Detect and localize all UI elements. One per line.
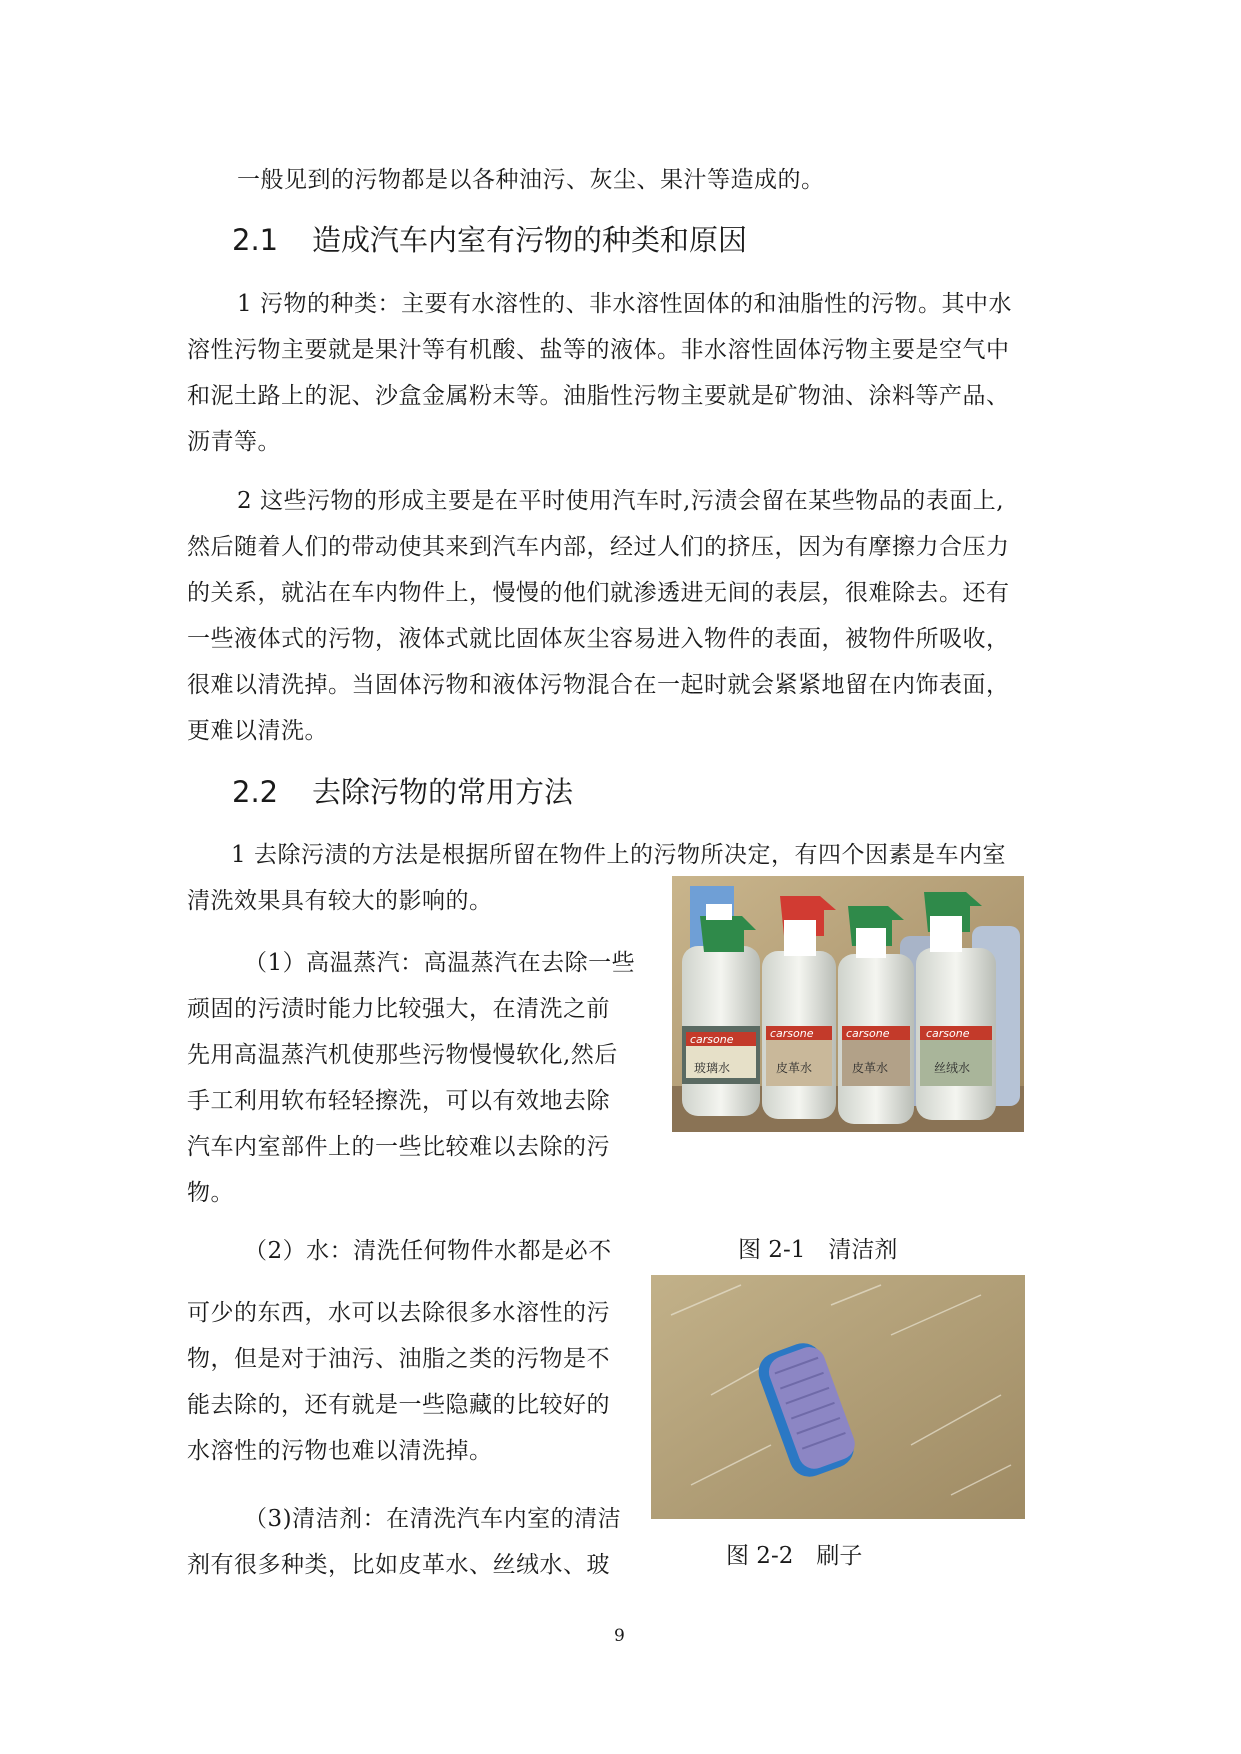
bottle-label: 丝绒水	[934, 1061, 971, 1075]
bottle-label: 玻璃水	[694, 1061, 731, 1075]
section-title: 造成汽车内室有污物的种类和原因	[312, 223, 748, 257]
text-line: 水溶性的污物也难以清洗掉。	[187, 1438, 493, 1464]
paragraph-detergent-cont	[187, 1542, 610, 1588]
text-line: 先用高温蒸汽机使那些污物慢慢软化,然后	[187, 1042, 618, 1068]
text-line: （1）高温蒸汽：高温蒸汽在去除一些	[244, 950, 636, 976]
text-line: 汽车内室部件上的一些比较难以去除的污	[187, 1134, 610, 1160]
brand-logo: carsone	[926, 1027, 970, 1040]
text-line: 物。	[187, 1180, 234, 1206]
figure-brush-photo	[651, 1275, 1025, 1519]
text-line: 的关系，就沾在车内物件上，慢慢的他们就渗透进无间的表层，很难除去。还有	[187, 580, 1010, 606]
text-line: 然后随着人们的带动使其来到汽车内部，经过人们的挤压，因为有摩擦力合压力	[187, 534, 1010, 560]
brand-logo: carsone	[846, 1027, 890, 1040]
bottle-label: 皮革水	[776, 1061, 813, 1075]
text-line: 1 污物的种类：主要有水溶性的、非水溶性固体的和油脂性的污物。其中水	[237, 291, 1012, 317]
text-line: 手工利用软布轻轻擦洗，可以有效地去除	[187, 1088, 610, 1114]
section-number: 2.1	[232, 223, 279, 257]
text-line: 1 去除污渍的方法是根据所留在物件上的污物所决定，有四个因素是车内室	[231, 842, 1006, 868]
text-line: 更难以清洗。	[187, 718, 328, 744]
text-line: 剂有很多种类，比如皮革水、丝绒水、玻	[187, 1552, 610, 1578]
paragraph-removal-methods	[231, 832, 1006, 878]
bottle-label: 皮革水	[852, 1061, 889, 1075]
paragraph-steam	[244, 940, 635, 986]
section-heading-2-2	[232, 770, 573, 811]
text-line: 很难以清洗掉。当固体污物和液体污物混合在一起时就会紧紧地留在内饰表面，	[187, 672, 1010, 698]
brand-logo: carsone	[770, 1027, 814, 1040]
paragraph-detergent	[244, 1496, 621, 1542]
text-line: 和泥土路上的泥、沙盒金属粉末等。油脂性污物主要就是矿物油、涂料等产品、	[187, 383, 1010, 409]
text-line: 2 这些污物的形成主要是在平时使用汽车时,污渍会留在某些物品的表面上,	[237, 488, 1005, 514]
figure-caption-2-1: 图 2-1 清洁剂	[738, 1237, 898, 1263]
text-line: 能去除的，还有就是一些隐藏的比较好的	[187, 1392, 610, 1418]
section-number: 2.2	[232, 775, 279, 809]
text-line: 溶性污物主要就是果汁等有机酸、盐等的液体。非水溶性固体污物主要是空气中	[187, 337, 1010, 363]
paragraph-pollutant-types-cont	[187, 327, 1010, 465]
paragraph-pollutant-formation-cont	[187, 524, 1010, 754]
intro-paragraph: 一般见到的污物都是以各种油污、灰尘、果汁等造成的。	[237, 167, 825, 193]
text-line: 一些液体式的污物，液体式就比固体灰尘容易进入物件的表面，被物件所吸收，	[187, 626, 1010, 652]
text-line: 可少的东西，水可以去除很多水溶性的污	[187, 1300, 610, 1326]
paragraph-pollutant-formation	[237, 478, 1004, 524]
page-number: 9	[614, 1626, 625, 1646]
section-heading-2-1	[232, 218, 747, 259]
paragraph-removal-methods-cont	[187, 878, 493, 924]
text-line: 顽固的污渍时能力比较强大，在清洗之前	[187, 996, 610, 1022]
paragraph-pollutant-types	[237, 281, 1012, 327]
text-line: 清洗效果具有较大的影响的。	[187, 888, 493, 914]
text-line: 沥青等。	[187, 429, 281, 455]
text-line: 物，但是对于油污、油脂之类的污物是不	[187, 1346, 610, 1372]
figure-caption-2-2: 图 2-2 刷子	[726, 1543, 863, 1569]
brand-logo: carsone	[690, 1033, 734, 1046]
figure-cleaning-agents-photo	[672, 876, 1024, 1132]
section-title: 去除污物的常用方法	[312, 775, 574, 809]
paragraph-water	[187, 1290, 610, 1474]
paragraph-water-first-line: （2）水：清洗任何物件水都是必不	[244, 1238, 612, 1264]
paragraph-steam-cont	[187, 986, 618, 1216]
text-line: （3)清洁剂：在清洗汽车内室的清洁	[244, 1506, 622, 1532]
